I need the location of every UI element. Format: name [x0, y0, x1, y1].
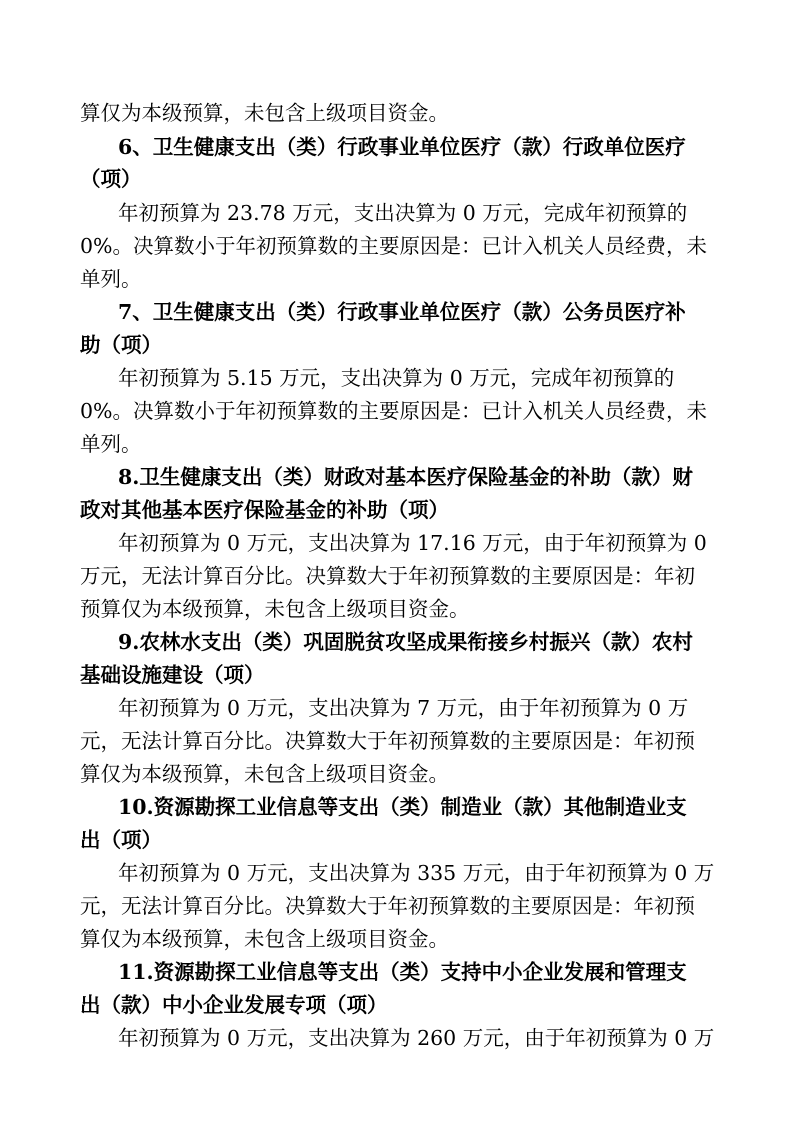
body-text-line: 元，无法计算百分比。决算数大于年初预算数的主要原因是：年初预 — [80, 729, 695, 753]
section-heading-8-cont: 政对其他基本医疗保险基金的补助（项） — [80, 498, 449, 522]
section-heading-6-cont: （项） — [80, 167, 142, 191]
body-text-line: 算仅为本级预算，未包含上级项目资金。 — [80, 101, 449, 125]
section-heading-10: 10.资源勘探工业信息等支出（类）制造业（款）其他制造业支 — [118, 795, 687, 819]
section-heading-9: 9.农林水支出（类）巩固脱贫攻坚成果衔接乡村振兴（款）农村 — [118, 630, 693, 654]
body-text-line: 元，无法计算百分比。决算数大于年初预算数的主要原因是：年初预 — [80, 894, 695, 918]
body-text-line: 0%。决算数小于年初预算数的主要原因是：已计入机关人员经费，未 — [80, 399, 708, 423]
section-heading-7-cont: 助（项） — [80, 333, 162, 357]
body-text-line: 年初预算为 0 万元，支出决算为 335 万元，由于年初预算为 0 万 — [118, 861, 715, 885]
body-text-line: 算仅为本级预算，未包含上级项目资金。 — [80, 762, 449, 786]
body-text-line: 0%。决算数小于年初预算数的主要原因是：已计入机关人员经费，未 — [80, 234, 708, 258]
body-text-line: 年初预算为 23.78 万元，支出决算为 0 万元，完成年初预算的 — [118, 201, 688, 225]
section-heading-7: 7、卫生健康支出（类）行政事业单位医疗（款）公务员医疗补 — [118, 300, 686, 324]
section-heading-11: 11.资源勘探工业信息等支出（类）支持中小企业发展和管理支 — [118, 960, 687, 984]
body-text-line: 年初预算为 0 万元，支出决算为 17.16 万元，由于年初预算为 0 — [118, 531, 707, 555]
body-text-line: 预算仅为本级预算，未包含上级项目资金。 — [80, 597, 470, 621]
section-heading-6: 6、卫生健康支出（类）行政事业单位医疗（款）行政单位医疗 — [118, 135, 686, 159]
section-heading-10-cont: 出（项） — [80, 828, 162, 852]
body-text-line: 年初预算为 0 万元，支出决算为 7 万元，由于年初预算为 0 万 — [118, 696, 689, 720]
section-heading-11-cont: 出（款）中小企业发展专项（项） — [80, 993, 388, 1017]
body-text-line: 单列。 — [80, 267, 142, 291]
body-text-line: 年初预算为 5.15 万元，支出决算为 0 万元，完成年初预算的 — [118, 366, 675, 390]
body-text-line: 年初预算为 0 万元，支出决算为 260 万元，由于年初预算为 0 万 — [118, 1026, 715, 1050]
body-text-line: 算仅为本级预算，未包含上级项目资金。 — [80, 927, 449, 951]
body-text-line: 万元，无法计算百分比。决算数大于年初预算数的主要原因是：年初 — [80, 564, 695, 588]
body-text-line: 单列。 — [80, 432, 142, 456]
section-heading-9-cont: 基础设施建设（项） — [80, 663, 265, 687]
section-heading-8: 8.卫生健康支出（类）财政对基本医疗保险基金的补助（款）财 — [118, 465, 693, 489]
